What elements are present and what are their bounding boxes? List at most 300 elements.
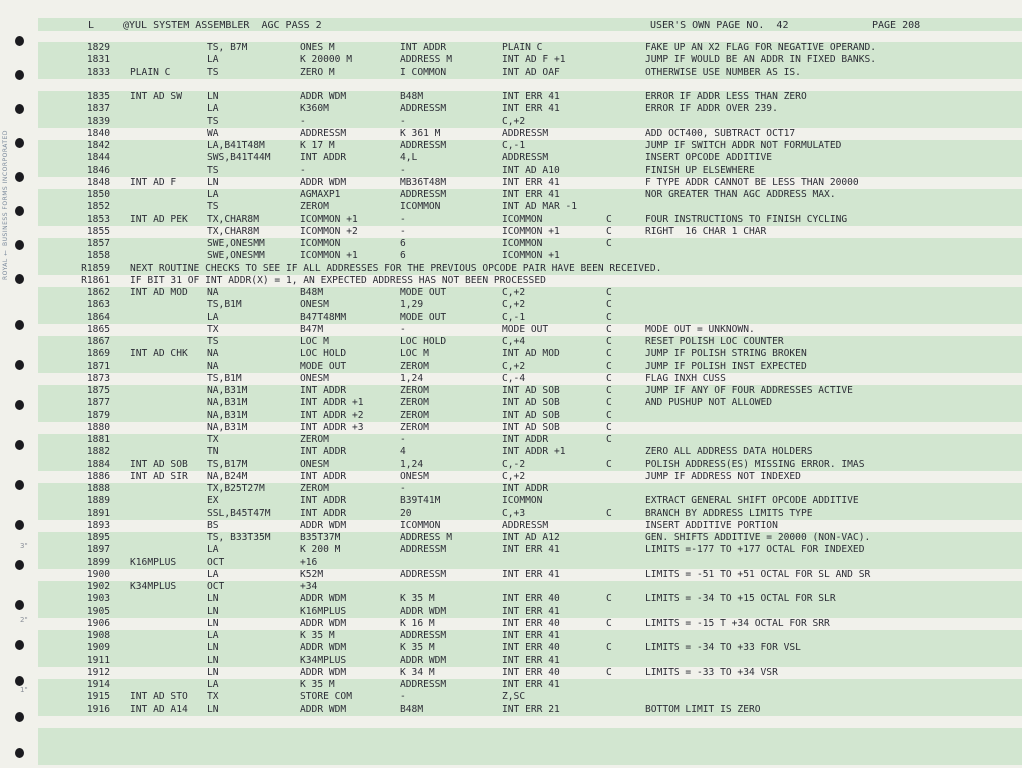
address-3: INT ERR 40 — [502, 593, 560, 605]
label: INT AD MOD — [130, 287, 188, 298]
address-3: C,+2 — [502, 287, 526, 298]
address-1: ICOMMON +1 — [300, 250, 358, 262]
address-3: INT ADDR — [502, 434, 549, 445]
listing-line — [0, 655, 1022, 667]
line-number: 1840 — [86, 127, 110, 139]
address-1: INT ADDR +2 — [300, 409, 364, 421]
line-number: 1889 — [86, 495, 110, 507]
address-2: ADDRESSM — [400, 679, 447, 690]
address-2: ADDR WDM — [400, 605, 447, 617]
comment: LIMITS = -15 T +34 OCTAL FOR SRR — [645, 617, 830, 629]
opcode: TX,CHAR8M — [207, 225, 259, 237]
opcode: TS,B1M — [207, 372, 242, 384]
cont-flag: C — [606, 617, 612, 629]
listing-line — [0, 373, 1022, 385]
opcode: NA,B31M — [207, 397, 248, 409]
address-3: INT ERR 41 — [502, 568, 560, 580]
address-3: INT ERR 41 — [502, 630, 560, 641]
comment: FINISH UP ELSEWHERE — [645, 164, 755, 176]
address-3: C,+2 — [502, 470, 526, 482]
address-1: K34MPLUS — [300, 654, 347, 666]
line-number: 1915 — [86, 691, 110, 703]
address-1: AGMAXP1 — [300, 189, 341, 200]
line-number: 1853 — [86, 213, 110, 225]
comment: MODE OUT = UNKNOWN. — [645, 323, 755, 335]
comment: RESET POLISH LOC COUNTER — [645, 336, 784, 347]
address-1: ADDR WDM — [300, 91, 347, 102]
line-number: 1893 — [86, 519, 110, 531]
address-3: INT AD OAF — [502, 66, 560, 78]
address-1: +16 — [300, 556, 318, 568]
address-3: ICOMMON +1 — [502, 225, 560, 237]
opcode: OCT — [207, 556, 225, 568]
line-number: 1884 — [86, 458, 110, 470]
line-number: 1829 — [86, 42, 110, 53]
line-number: 1844 — [86, 152, 110, 164]
opcode: LN — [207, 617, 219, 629]
line-number: 1912 — [86, 666, 110, 678]
cont-flag: C — [606, 666, 612, 678]
cont-flag: C — [606, 287, 612, 298]
address-1: INT ADDR — [300, 152, 347, 164]
cont-flag: C — [606, 348, 612, 360]
opcode: LA — [207, 544, 219, 556]
line-number: 1848 — [86, 176, 110, 188]
line-number: 1888 — [86, 483, 110, 494]
comment: ERROR IF ADDR OVER 239. — [645, 103, 778, 115]
users-own-page: USER'S OWN PAGE NO. 42 — [650, 20, 789, 31]
opcode: LA,B41T48M — [207, 140, 265, 151]
line-number: 1873 — [86, 372, 110, 384]
listing-line — [0, 593, 1022, 605]
address-2: K 361 M — [400, 127, 441, 139]
listing-line — [0, 606, 1022, 618]
address-1: ADDR WDM — [300, 666, 347, 678]
line-number: 1831 — [86, 54, 110, 66]
inch-mark: 3" — [20, 542, 28, 550]
address-2: - — [400, 434, 406, 445]
line-number: 1902 — [86, 581, 110, 592]
cont-flag: C — [606, 593, 612, 605]
label: INT AD F — [130, 176, 177, 188]
listing-line — [0, 422, 1022, 434]
line-number: R1859 — [81, 262, 110, 274]
listing-line — [0, 165, 1022, 177]
listing-line — [0, 459, 1022, 471]
comment: NOR GREATER THAN AGC ADDRESS MAX. — [645, 189, 836, 200]
address-2: ADDR WDM — [400, 654, 447, 666]
label: INT AD STO — [130, 691, 188, 703]
line-number: 1914 — [86, 679, 110, 690]
address-1: K52M — [300, 568, 324, 580]
cont-flag: C — [606, 642, 612, 654]
address-3: INT AD MOD — [502, 348, 560, 360]
comment: EXTRACT GENERAL SHIFT OPCODE ADDITIVE — [645, 495, 859, 507]
address-1: INT ADDR — [300, 446, 347, 458]
address-3: INT AD SOB — [502, 385, 560, 396]
address-2: 1,29 — [400, 299, 424, 311]
address-3: ICOMMON +1 — [502, 250, 560, 262]
comment: ADD OCT400, SUBTRACT OCT17 — [645, 127, 796, 139]
address-1: LOC HOLD — [300, 348, 347, 360]
listing-line — [0, 495, 1022, 507]
address-1: INT ADDR — [300, 495, 347, 507]
line-number: 1871 — [86, 360, 110, 372]
opcode: LN — [207, 605, 219, 617]
opcode: LN — [207, 703, 219, 715]
label: INT AD SOB — [130, 458, 188, 470]
margin-print: ROYAL † BUSINESS FORMS INCORPORATED — [2, 130, 9, 280]
listing-line — [0, 336, 1022, 348]
opcode: NA — [207, 348, 219, 360]
address-1: K 35 M — [300, 679, 335, 690]
address-2: - — [400, 225, 406, 237]
label: K34MPLUS — [130, 581, 177, 592]
address-3: INT AD F +1 — [502, 54, 566, 66]
address-1: INT ADDR — [300, 385, 347, 396]
address-3: INT ERR 41 — [502, 605, 560, 617]
address-3: C,-1 — [502, 140, 526, 151]
label: INT AD SW — [130, 91, 182, 102]
address-1: INT ADDR — [300, 507, 347, 519]
label: INT AD CHK — [130, 348, 188, 360]
opcode: NA,B24M — [207, 470, 248, 482]
line-number: 1903 — [86, 593, 110, 605]
address-2: ADDRESSM — [400, 103, 447, 115]
listing-line — [0, 544, 1022, 556]
address-1: K 17 M — [300, 140, 335, 151]
cont-flag: C — [606, 397, 612, 409]
listing-line — [0, 324, 1022, 336]
line-number: 1881 — [86, 434, 110, 445]
listing-line — [0, 385, 1022, 397]
address-2: LOC M — [400, 348, 429, 360]
address-1: MODE OUT — [300, 360, 347, 372]
listing-line — [0, 348, 1022, 360]
address-2: - — [400, 483, 406, 494]
address-3: C,-2 — [502, 458, 526, 470]
line-number: 1857 — [86, 238, 110, 249]
listing-line — [0, 434, 1022, 446]
opcode: NA,B31M — [207, 385, 248, 396]
cont-flag: C — [606, 507, 612, 519]
cont-flag: C — [606, 409, 612, 421]
listing-line — [0, 520, 1022, 532]
opcode: WA — [207, 127, 219, 139]
address-1: ICOMMON +2 — [300, 225, 358, 237]
opcode: TS — [207, 115, 219, 127]
address-2: INT ADDR — [400, 42, 447, 53]
line-number: 1877 — [86, 397, 110, 409]
address-3: MODE OUT — [502, 323, 549, 335]
address-2: ZEROM — [400, 360, 429, 372]
listing-line — [0, 226, 1022, 238]
opcode: NA — [207, 287, 219, 298]
line-number: 1842 — [86, 140, 110, 151]
listing-line — [0, 103, 1022, 115]
line-number: 1895 — [86, 532, 110, 543]
address-2: K 16 M — [400, 617, 435, 629]
address-1: ADDRESSM — [300, 127, 347, 139]
opcode: TX — [207, 434, 219, 445]
comment: LIMITS =-177 TO +177 OCTAL FOR INDEXED — [645, 544, 865, 556]
line-number: 1862 — [86, 287, 110, 298]
address-2: ONESM — [400, 470, 429, 482]
header-mark: L — [88, 20, 95, 31]
address-2: B48M — [400, 91, 424, 102]
address-1: B47M — [300, 323, 324, 335]
address-3: ADDRESSM — [502, 127, 549, 139]
comment: JUMP IF ADDRESS NOT INDEXED — [645, 470, 801, 482]
opcode: TS — [207, 164, 219, 176]
listing-line — [0, 128, 1022, 140]
line-number: 1880 — [86, 421, 110, 433]
opcode: TS,B17M — [207, 458, 248, 470]
address-2: ZEROM — [400, 385, 429, 396]
line-number: 1839 — [86, 115, 110, 127]
address-3: INT ERR 41 — [502, 654, 560, 666]
opcode: LA — [207, 189, 219, 200]
inch-mark: 2" — [20, 616, 28, 624]
address-2: MODE OUT — [400, 311, 447, 323]
cont-flag: C — [606, 434, 612, 445]
listing-line — [0, 557, 1022, 569]
comment: FAKE UP AN X2 FLAG FOR NEGATIVE OPERAND. — [645, 42, 877, 53]
comment: INSERT ADDITIVE PORTION — [645, 519, 778, 531]
line-number: 1908 — [86, 630, 110, 641]
opcode: LA — [207, 54, 219, 66]
cont-flag: C — [606, 225, 612, 237]
comment: AND PUSHUP NOT ALLOWED — [645, 397, 773, 409]
listing-line — [0, 312, 1022, 324]
line-number: 1909 — [86, 642, 110, 654]
address-1: LOC M — [300, 336, 329, 347]
listing-line — [0, 397, 1022, 409]
address-2: 6 — [400, 250, 406, 262]
opcode: NA,B31M — [207, 409, 248, 421]
listing-line — [0, 569, 1022, 581]
address-3: INT ERR 41 — [502, 679, 560, 690]
listing-line — [0, 116, 1022, 128]
address-1: B48M — [300, 287, 324, 298]
address-2: - — [400, 115, 406, 127]
cont-flag: C — [606, 238, 612, 249]
address-1: K 200 M — [300, 544, 341, 556]
comment: ZERO ALL ADDRESS DATA HOLDERS — [645, 446, 813, 458]
opcode: LA — [207, 103, 219, 115]
label: INT AD SIR — [130, 470, 188, 482]
comment: BOTTOM LIMIT IS ZERO — [645, 703, 761, 715]
address-2: ICOMMON — [400, 201, 441, 213]
address-3: INT AD SOB — [502, 421, 560, 433]
remark-text: NEXT ROUTINE CHECKS TO SEE IF ALL ADDRESSES FOR THE PREVIOUS OPCODE PAIR HAVE BEEN RECEIVED. — [130, 262, 662, 274]
opcode: TS — [207, 66, 219, 78]
listing-line — [0, 691, 1022, 703]
address-2: ADDRESSM — [400, 189, 447, 200]
opcode: NA — [207, 360, 219, 372]
line-number: 1891 — [86, 507, 110, 519]
listing-line — [0, 250, 1022, 262]
address-3: C,+2 — [502, 115, 526, 127]
address-3: INT ERR 40 — [502, 666, 560, 678]
listing-line — [0, 67, 1022, 79]
address-1: ZEROM — [300, 201, 329, 213]
opcode: TN — [207, 446, 219, 458]
address-3: PLAIN C — [502, 42, 543, 53]
label: PLAIN C — [130, 66, 171, 78]
opcode: TX — [207, 691, 219, 703]
comment: JUMP IF WOULD BE AN ADDR IN FIXED BANKS. — [645, 54, 877, 66]
opcode: LN — [207, 642, 219, 654]
address-2: ADDRESS M — [400, 532, 452, 543]
address-3: ADDRESSM — [502, 152, 549, 164]
opcode: TX — [207, 323, 219, 335]
listing-line — [0, 361, 1022, 373]
line-number: 1846 — [86, 164, 110, 176]
line-number: 1869 — [86, 348, 110, 360]
listing-line — [0, 410, 1022, 422]
comment: LIMITS = -34 TO +33 FOR VSL — [645, 642, 801, 654]
listing-line — [0, 275, 1022, 287]
line-number: 1833 — [86, 66, 110, 78]
comment: JUMP IF ANY OF FOUR ADDRESSES ACTIVE — [645, 385, 853, 396]
address-3: C,+2 — [502, 299, 526, 311]
listing-line — [0, 630, 1022, 642]
comment: BRANCH BY ADDRESS LIMITS TYPE — [645, 507, 813, 519]
line-number: 1900 — [86, 568, 110, 580]
address-1: STORE COM — [300, 691, 352, 703]
cont-flag: C — [606, 360, 612, 372]
opcode: TS — [207, 201, 219, 213]
listing-line — [0, 177, 1022, 189]
page-number: PAGE 208 — [872, 20, 921, 31]
address-2: - — [400, 213, 406, 225]
listing-line — [0, 42, 1022, 54]
address-3: INT ERR 41 — [502, 176, 560, 188]
green-bar — [38, 728, 1022, 765]
cont-flag: C — [606, 372, 612, 384]
address-3: ICOMMON — [502, 213, 543, 225]
opcode: TX,CHAR8M — [207, 213, 259, 225]
line-number: 1837 — [86, 103, 110, 115]
comment: INSERT OPCODE ADDITIVE — [645, 152, 773, 164]
listing-line — [0, 140, 1022, 152]
address-3: ICOMMON — [502, 238, 543, 249]
listing-line — [0, 581, 1022, 593]
address-1: K 20000 M — [300, 54, 352, 66]
listing-line — [0, 91, 1022, 103]
address-2: ADDRESS M — [400, 54, 452, 66]
listing-line — [0, 471, 1022, 483]
address-3: C,+2 — [502, 360, 526, 372]
comment: LIMITS = -51 TO +51 OCTAL FOR SL AND SR — [645, 568, 871, 580]
line-number: 1916 — [86, 703, 110, 715]
opcode: LN — [207, 176, 219, 188]
address-1: - — [300, 115, 306, 127]
blank-line — [0, 79, 1022, 91]
address-3: Z,SC — [502, 691, 526, 703]
address-2: - — [400, 323, 406, 335]
address-3: INT ERR 41 — [502, 189, 560, 200]
address-1: ADDR WDM — [300, 176, 347, 188]
line-number: 1867 — [86, 336, 110, 347]
address-2: - — [400, 691, 406, 703]
listing-line — [0, 532, 1022, 544]
address-2: K 35 M — [400, 642, 435, 654]
header-title: @YUL SYSTEM ASSEMBLER AGC PASS 2 — [123, 20, 322, 31]
address-1: ONESM — [300, 372, 329, 384]
address-1: INT ADDR +3 — [300, 421, 364, 433]
address-3: INT ERR 41 — [502, 91, 560, 102]
address-3: INT ADDR +1 — [502, 446, 566, 458]
address-3: ADDRESSM — [502, 519, 549, 531]
address-3: ICOMMON — [502, 495, 543, 507]
cont-flag: C — [606, 385, 612, 396]
address-1: ONES M — [300, 42, 335, 53]
comment: LIMITS = -33 TO +34 VSR — [645, 666, 778, 678]
opcode: BS — [207, 519, 219, 531]
listing-line — [0, 483, 1022, 495]
address-1: ADDR WDM — [300, 703, 347, 715]
address-2: ADDRESSM — [400, 140, 447, 151]
cont-flag: C — [606, 323, 612, 335]
listing-line — [0, 287, 1022, 299]
comment: JUMP IF POLISH STRING BROKEN — [645, 348, 807, 360]
address-1: B35T37M — [300, 532, 341, 543]
opcode: EX — [207, 495, 219, 507]
line-number: 1863 — [86, 299, 110, 311]
comment: JUMP IF POLISH INST EXPECTED — [645, 360, 807, 372]
opcode: TS, B33T35M — [207, 532, 271, 543]
address-1: ZEROM — [300, 434, 329, 445]
remark-text: IF BIT 31 OF INT ADDR(X) = 1, AN EXPECTED ADDRESS HAS NOT BEEN PROCESSED — [130, 274, 546, 286]
comment: F TYPE ADDR CANNOT BE LESS THAN 20000 — [645, 176, 859, 188]
listing-line — [0, 667, 1022, 679]
address-2: B48M — [400, 703, 424, 715]
address-1: - — [300, 164, 306, 176]
address-1: +34 — [300, 581, 318, 592]
line-number: 1852 — [86, 201, 110, 213]
opcode: LN — [207, 666, 219, 678]
line-number: 1864 — [86, 311, 110, 323]
listing-line — [0, 263, 1022, 275]
listing-line — [0, 679, 1022, 691]
label: K16MPLUS — [130, 556, 177, 568]
address-3: C,-1 — [502, 311, 526, 323]
address-2: ADDRESSM — [400, 568, 447, 580]
opcode: NA,B31M — [207, 421, 248, 433]
listing-line — [0, 704, 1022, 716]
address-1: ADDR WDM — [300, 617, 347, 629]
address-2: ZEROM — [400, 409, 429, 421]
address-3: C,+4 — [502, 336, 526, 347]
line-number: 1886 — [86, 470, 110, 482]
opcode: LN — [207, 91, 219, 102]
address-2: 4,L — [400, 152, 418, 164]
cont-flag: C — [606, 458, 612, 470]
opcode: LN — [207, 654, 219, 666]
address-1: ADDR WDM — [300, 642, 347, 654]
line-number: 1850 — [86, 189, 110, 200]
address-2: ADDRESSM — [400, 630, 447, 641]
listing-line — [0, 618, 1022, 630]
listing-line — [0, 214, 1022, 226]
listing-line — [0, 189, 1022, 201]
comment: FLAG INXH CUSS — [645, 372, 726, 384]
address-1: ONESM — [300, 299, 329, 311]
cont-flag: C — [606, 311, 612, 323]
address-2: - — [400, 164, 406, 176]
